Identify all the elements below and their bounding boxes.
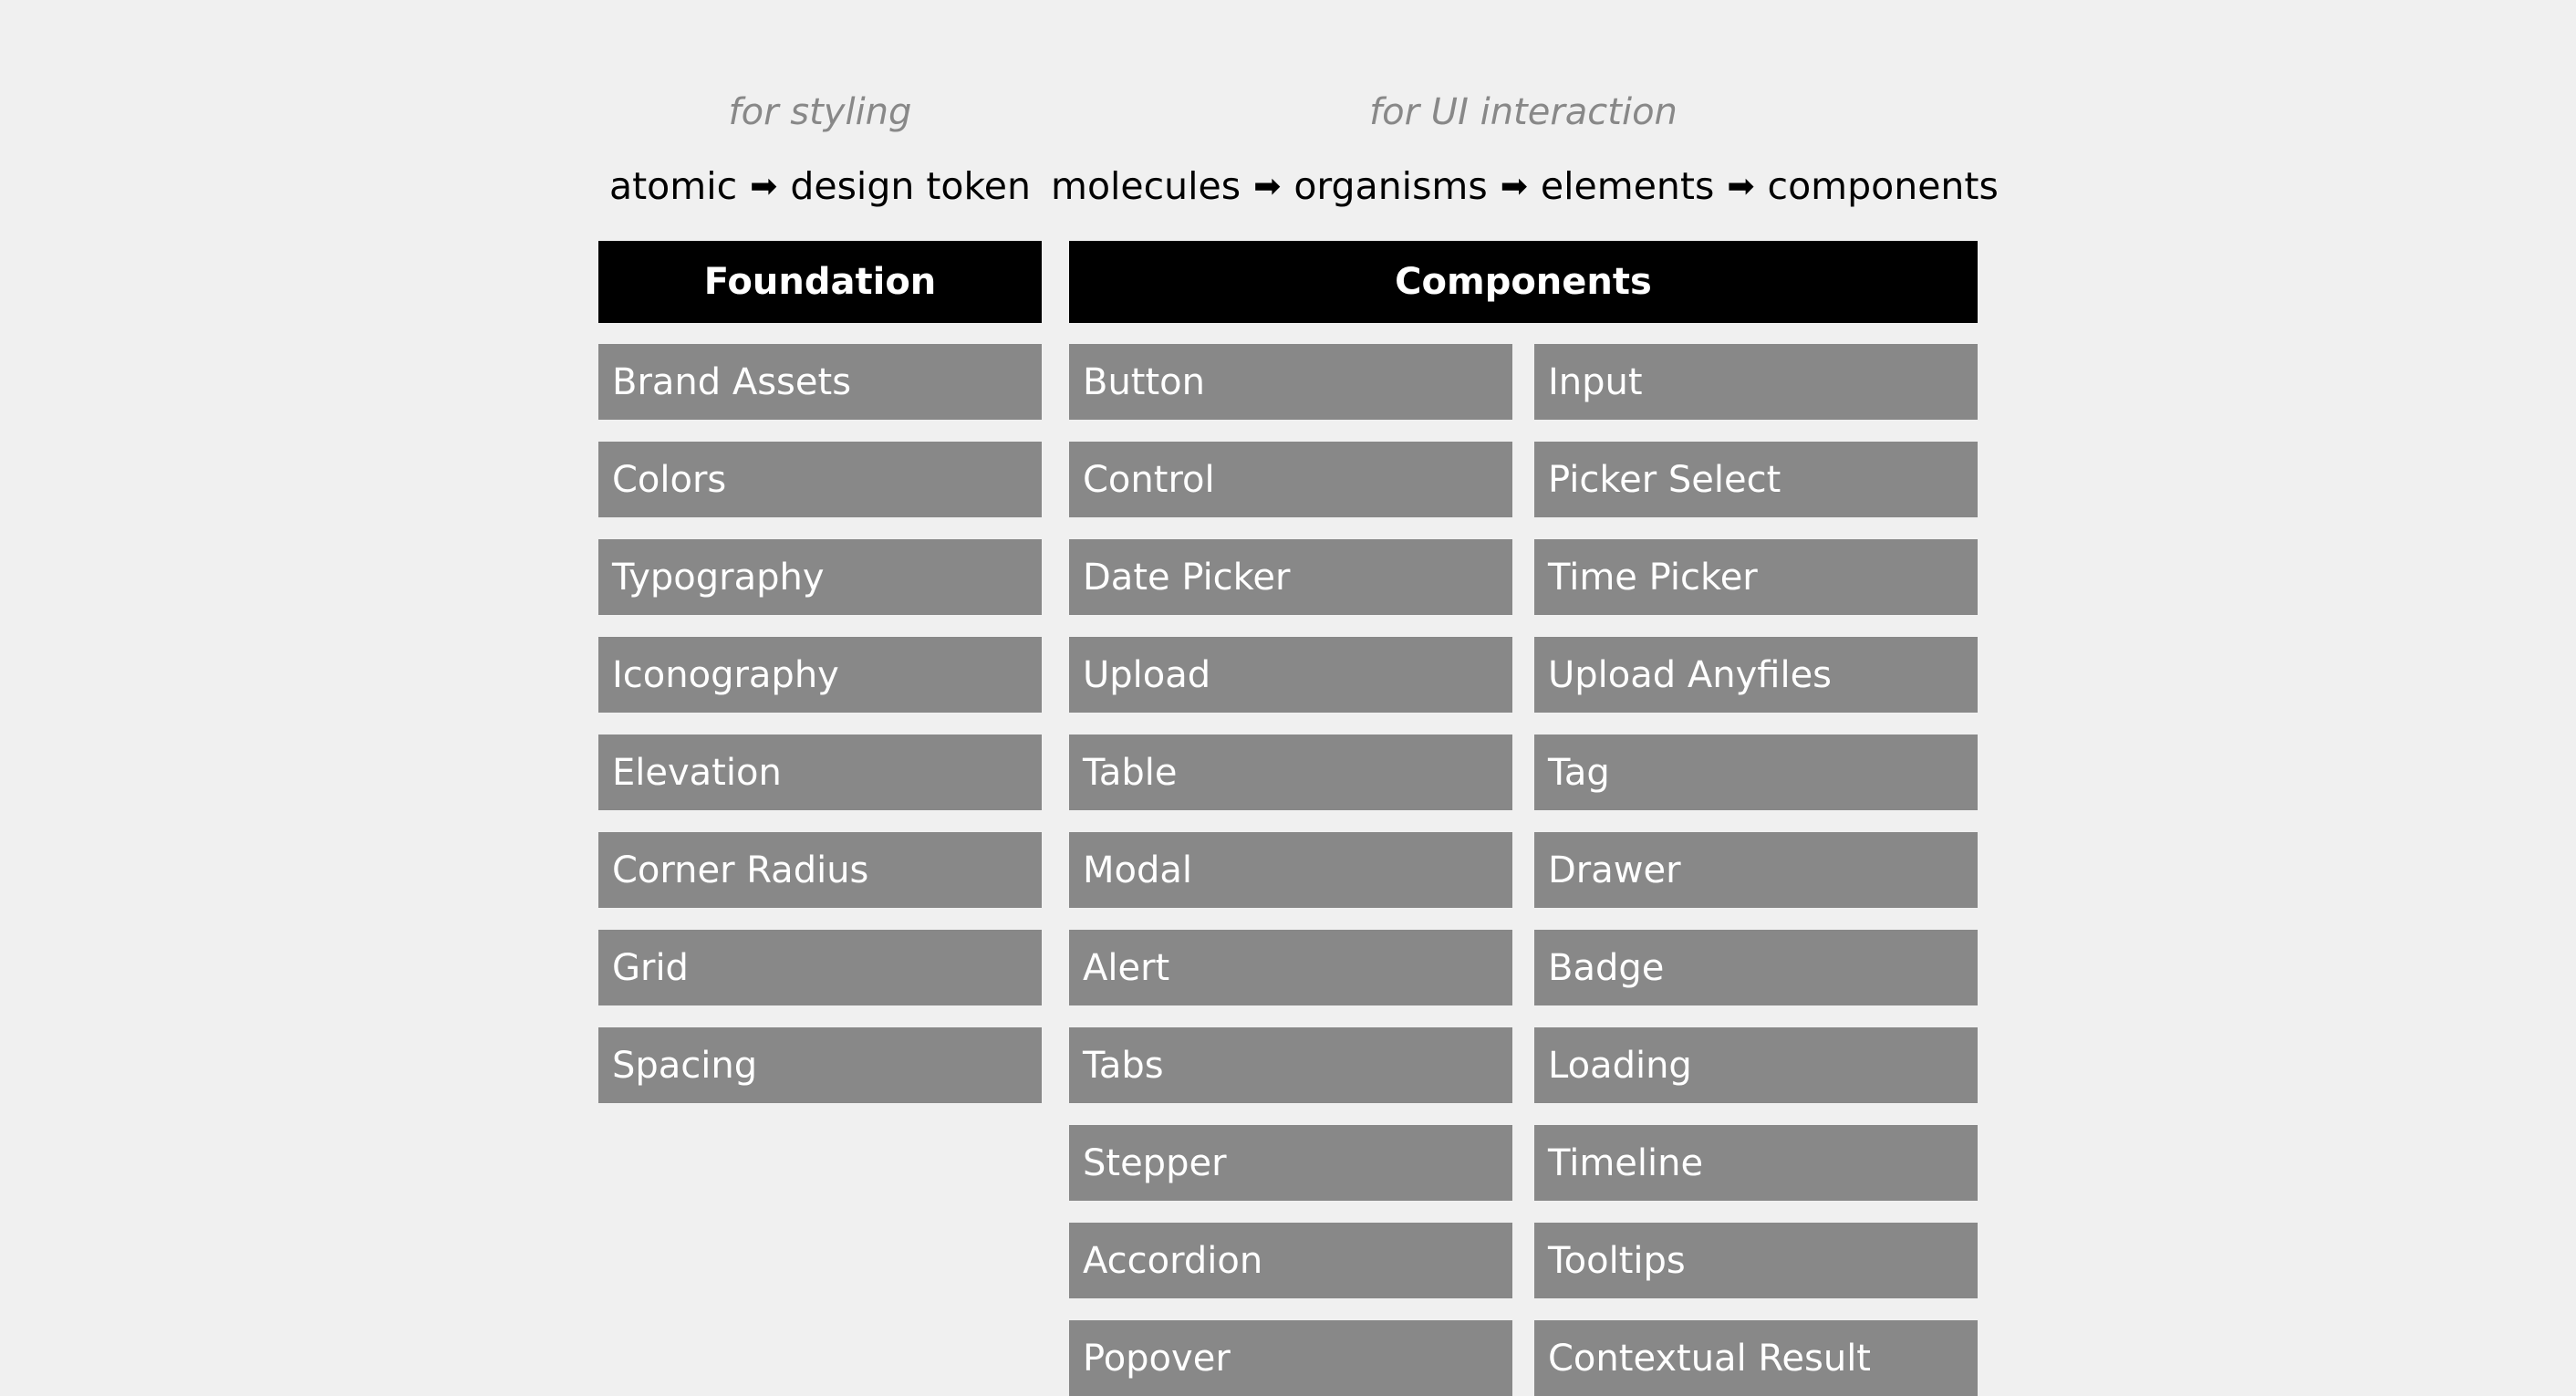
component-item-time-picker[interactable]: Time Picker: [1534, 539, 1978, 615]
component-item-stepper[interactable]: Stepper: [1069, 1125, 1512, 1201]
component-item-tag[interactable]: Tag: [1534, 734, 1978, 810]
foundation-item-brand-assets[interactable]: Brand Assets: [598, 344, 1042, 420]
foundation-item-corner-radius[interactable]: Corner Radius: [598, 832, 1042, 908]
right-arrow-icon: ➡: [1253, 168, 1282, 205]
components-list: [1069, 344, 1978, 1396]
components-header: Components: [1069, 241, 1978, 323]
foundation-flow: [580, 164, 1060, 208]
foundation-caption: for styling: [728, 91, 912, 133]
component-item-upload[interactable]: Upload: [1069, 637, 1512, 713]
foundation-item-colors[interactable]: Colors: [598, 442, 1042, 517]
component-item-alert[interactable]: Alert: [1069, 930, 1512, 1005]
right-arrow-icon: ➡: [1727, 168, 1755, 205]
component-item-modal[interactable]: Modal: [1069, 832, 1512, 908]
foundation-list: [598, 344, 1042, 1103]
flow-step: elements: [1540, 164, 1715, 208]
component-item-table[interactable]: Table: [1069, 734, 1512, 810]
component-item-picker-select[interactable]: Picker Select: [1534, 442, 1978, 517]
component-item-upload-anyfiles[interactable]: Upload Anyfiles: [1534, 637, 1978, 713]
component-item-date-picker[interactable]: Date Picker: [1069, 539, 1512, 615]
component-item-timeline[interactable]: Timeline: [1534, 1125, 1978, 1201]
flow-step: components: [1767, 164, 1999, 208]
foundation-item-typography[interactable]: Typography: [598, 539, 1042, 615]
component-item-loading[interactable]: Loading: [1534, 1027, 1978, 1103]
component-item-tooltips[interactable]: Tooltips: [1534, 1223, 1978, 1298]
component-item-drawer[interactable]: Drawer: [1534, 832, 1978, 908]
flow-step: organisms: [1293, 164, 1488, 208]
component-item-accordion[interactable]: Accordion: [1069, 1223, 1512, 1298]
component-item-input[interactable]: Input: [1534, 344, 1978, 420]
components-flow: [1051, 164, 1999, 208]
flow-step: atomic: [608, 164, 738, 208]
right-arrow-icon: ➡: [1500, 168, 1528, 205]
flow-step: molecules: [1051, 164, 1241, 208]
foundation-item-elevation[interactable]: Elevation: [598, 734, 1042, 810]
right-arrow-icon: ➡: [750, 168, 778, 205]
component-item-contextual-result[interactable]: Contextual Result: [1534, 1320, 1978, 1396]
foundation-item-grid[interactable]: Grid: [598, 930, 1042, 1005]
components-caption: for UI interaction: [1369, 91, 1678, 133]
component-item-popover[interactable]: Popover: [1069, 1320, 1512, 1396]
component-item-control[interactable]: Control: [1069, 442, 1512, 517]
component-item-badge[interactable]: Badge: [1534, 930, 1978, 1005]
component-item-button[interactable]: Button: [1069, 344, 1512, 420]
foundation-header: Foundation: [598, 241, 1042, 323]
foundation-item-spacing[interactable]: Spacing: [598, 1027, 1042, 1103]
component-item-tabs[interactable]: Tabs: [1069, 1027, 1512, 1103]
flow-step: design token: [790, 164, 1032, 208]
foundation-item-iconography[interactable]: Iconography: [598, 637, 1042, 713]
